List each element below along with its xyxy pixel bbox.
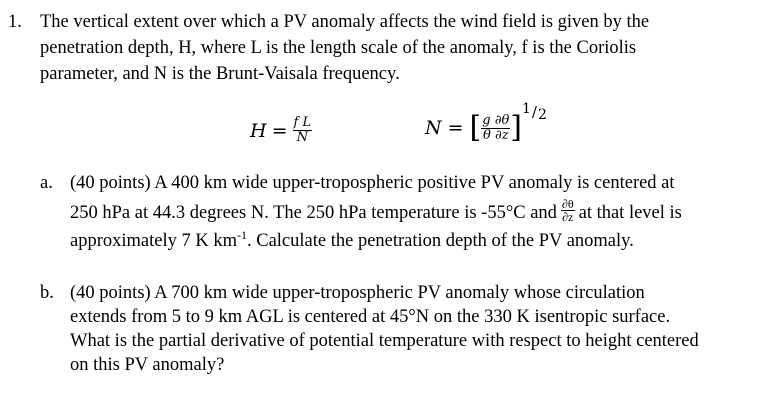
intro-line-1: The vertical extent over which a PV anomaly affects the wind field is given by the xyxy=(40,12,650,32)
part-a-line-2 xyxy=(70,197,682,225)
part-a-line-2-pre: 250 hPa at 44.3 degrees N. The 250 hPa temperature is -55°C and xyxy=(70,202,557,223)
eq2-numerator: g ∂θ xyxy=(482,112,510,128)
intro-line-2: penetration depth, H, where L is the length scale of the anomaly, f is the Coriolis xyxy=(40,38,637,58)
part-a-line-2-post: at that level is xyxy=(578,202,682,223)
intro-line-3: parameter, and N is the Brunt-Vaisala frequency. xyxy=(40,64,400,84)
eq1-equals: = xyxy=(271,119,288,142)
part-a-dtheta-dz xyxy=(561,198,575,223)
part-a-label: a. xyxy=(40,173,53,193)
part-a-line-3 xyxy=(70,229,634,253)
eq2-fraction xyxy=(481,114,510,143)
part-a-line-3-pre: approximately 7 K km xyxy=(70,231,237,251)
eq1-lhs: H xyxy=(250,119,267,142)
eq2-equals: = xyxy=(447,117,464,139)
eq1-numerator: f L xyxy=(293,115,312,130)
eq2-exp-slash: / xyxy=(531,103,537,121)
part-a-line-3-post: . Calculate the penetration depth of the PV anomaly. xyxy=(246,231,634,251)
equation-brunt-vaisala xyxy=(425,101,547,145)
part-a-line-3-sup: -1 xyxy=(236,227,247,242)
part-b-line-2: extends from 5 to 9 km AGL is centered at 45°N on the 330 K isentropic surface. xyxy=(70,307,671,327)
part-b-line-1: (40 points) A 700 km wide upper-tropospheric PV anomaly whose circulation xyxy=(70,283,645,303)
part-b-line-4: on this PV anomaly? xyxy=(70,355,225,375)
eq2-denominator: θ ∂z xyxy=(483,127,509,143)
problem-number: 1. xyxy=(8,12,22,32)
part-b-label: b. xyxy=(40,283,54,303)
eq2-right-bracket: ] xyxy=(510,110,522,145)
eq2-exp-den: 2 xyxy=(537,107,547,123)
eq2-left-bracket: [ xyxy=(469,110,482,145)
eq1-fraction xyxy=(293,116,313,145)
eq2-exponent xyxy=(522,103,547,121)
eq2-lhs: N xyxy=(425,117,442,139)
equation-penetration-depth xyxy=(250,116,312,145)
part-b-line-3: What is the partial derivative of potential temperature with respect to height centered xyxy=(70,331,699,351)
part-a-frac-den: ∂z xyxy=(562,210,574,224)
part-a-frac-num: ∂θ xyxy=(561,197,574,211)
eq2-exp-num: 1 xyxy=(522,101,531,117)
part-a-line-1: (40 points) A 400 km wide upper-tropospheric positive PV anomaly is centered at xyxy=(70,173,675,193)
eq1-denominator: N xyxy=(296,130,308,145)
